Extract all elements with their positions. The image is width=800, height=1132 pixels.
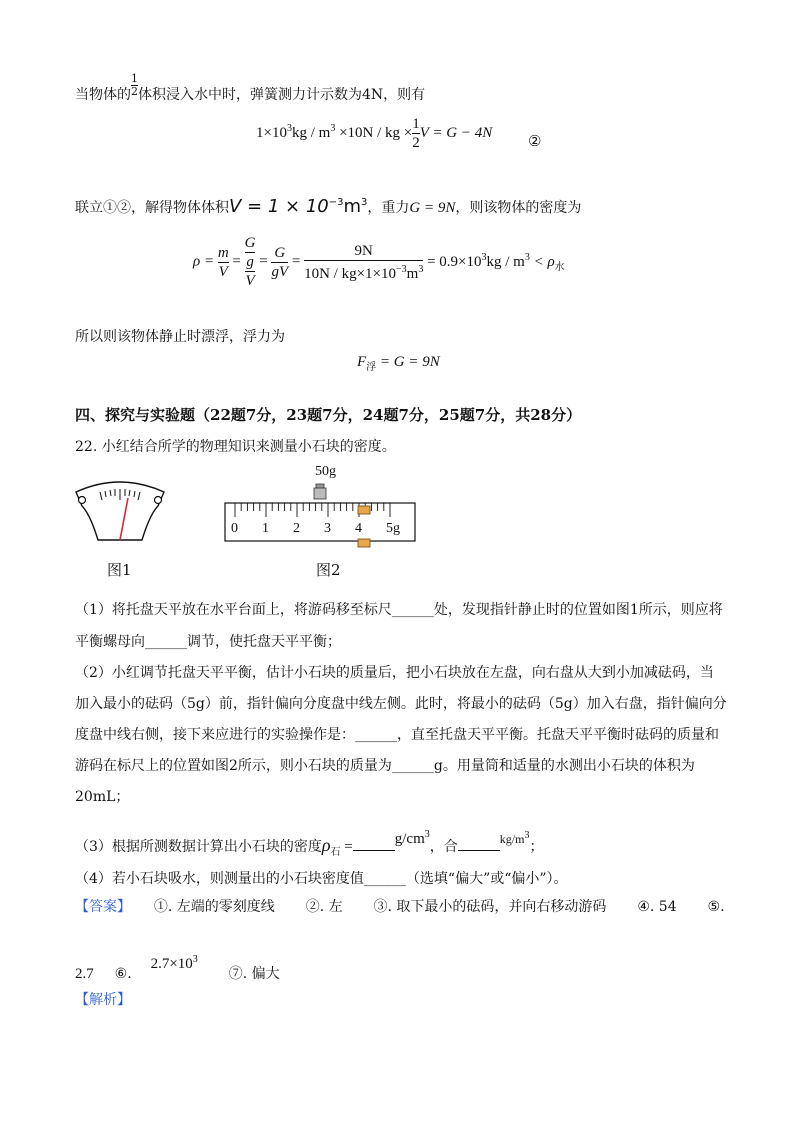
part-2-line-c: 度盘中线右侧，接下来应进行的实验操作是：______，直至托盘天平平衡。托盘天平平衡时砝码的质量和 (75, 727, 719, 743)
figure-1-caption: 图1 (107, 561, 132, 579)
frac-g-over-g-over-v (245, 234, 256, 290)
density-equation (193, 234, 565, 290)
ruler-labels (222, 521, 418, 541)
equation-2 (256, 115, 492, 152)
frac-top: G (244, 235, 256, 251)
unit-exp: 3 (424, 829, 430, 840)
answer-3: ③. 取下最小的砝码，并向右移动游码 (373, 899, 607, 915)
answer-1: ①. 左端的零刻度线 (153, 899, 275, 915)
unit-exp: 3 (524, 830, 530, 841)
part-3 (75, 825, 543, 863)
blank-density-g[interactable] (353, 850, 395, 851)
frac-num: 1 (412, 116, 420, 132)
vol-exp: −3 (328, 197, 344, 208)
answer-label: 【答案】 (75, 899, 131, 915)
eq-exp: 3 (286, 122, 292, 134)
eq-part: kg / m (291, 124, 331, 141)
eq-part: V = G − 4N (419, 124, 493, 141)
force-symbol: F (357, 354, 367, 370)
dial-screw-right (155, 497, 162, 504)
frac-g-over-gv (271, 244, 288, 281)
rho: ρ = (193, 253, 215, 270)
vol-part: V = 1 × 10 (229, 196, 329, 217)
answer-7: ⑦. 偏大 (228, 966, 280, 982)
buoyancy-equation (357, 354, 440, 373)
tick-label: 2 (293, 521, 300, 536)
rho-stone-sub: 石 (330, 846, 341, 858)
rho-water-sub: 水 (554, 261, 565, 273)
text: 联立①②，解得物体体积 (75, 200, 229, 216)
question-22: 22. 小红结合所学的物理知识来测量小石块的密度。 (75, 439, 396, 455)
answer-line-1 (75, 897, 725, 917)
unit: kg/m (499, 832, 525, 846)
lt-rho-water: < ρ (533, 253, 555, 270)
frac-num: G (274, 244, 286, 261)
answer-6: ⑥. (114, 966, 132, 982)
eq-fraction (412, 115, 420, 152)
section-heading: 四、探究与实验题（22题7分，23题7分，24题7分，25题7分，共28分） (75, 406, 582, 424)
rho-stone: ρ (321, 835, 331, 855)
part-2-line-e: 20mL； (75, 789, 130, 805)
figure-1-dial (70, 478, 170, 550)
answer-6-value (151, 956, 198, 972)
frac-den (304, 260, 423, 283)
frac-den: 2 (131, 85, 138, 98)
frac-den: V (245, 273, 255, 289)
result (427, 251, 565, 273)
weight-block (314, 484, 326, 499)
answer-2: ②. 左 (305, 899, 343, 915)
answer-4: ④. 54 (637, 899, 677, 915)
den-part: 10N / kg×1×10 (304, 265, 397, 282)
unit-g-cm3 (395, 831, 430, 847)
blank-density-kg[interactable] (458, 850, 500, 851)
res-exp: 3 (481, 251, 487, 263)
text: ； (529, 839, 544, 855)
vol-unit-exp: 3 (361, 197, 368, 208)
frac-num: 9N (354, 242, 373, 259)
text: ，重力 (367, 200, 410, 216)
fraction-half (131, 73, 138, 98)
unit: g/cm (394, 831, 425, 847)
volume-expr (229, 196, 367, 217)
equals: = (291, 253, 301, 270)
value: 2.7×10 (150, 956, 193, 972)
frac-num: 1 (131, 72, 138, 85)
part-1-line-a: （1）将托盘天平放在水平台面上，将游码移至标尺______处，发现指针静止时的位置如图1所示，则应将 (75, 602, 723, 618)
tick-label: 1 (262, 521, 269, 536)
part-2-line-b: 加入最小的砝码（5g）前，指针偏向分度盘中线左侧。此时，将最小的砝码（5g）加入右盘，指针偏向分 (75, 696, 727, 712)
weight-expr: G = 9N (409, 200, 456, 216)
part-2-line-a: （2）小红调节托盘天平平衡，估计小石块的质量后，把小石块放在左盘，向右盘从大到小加减砝码，当 (75, 665, 714, 681)
frac-den: V (218, 263, 228, 280)
part-2-line-d: 游码在标尺上的位置如图2所示，则小石块的质量为______g。用量筒和适量的水测出小石块的体积为 (75, 758, 695, 774)
frac-mid: g (246, 254, 254, 270)
den-exp: −3 (396, 263, 407, 275)
text: 当物体的 (75, 87, 131, 103)
frac-m-over-v (218, 244, 229, 281)
unit-kg-m3 (500, 832, 530, 846)
eq-part: 1×10 (256, 124, 287, 141)
answer-5: ⑤. (707, 899, 725, 915)
frac-num: m (217, 244, 229, 261)
line-floating: 所以则该物体静止时漂浮，浮力为 (75, 329, 285, 345)
frac-numeric (304, 242, 423, 283)
dial-screw-left (79, 497, 86, 504)
text: ，合 (429, 839, 458, 855)
part-1-line-b: 平衡螺母向______调节，使托盘天平平衡； (75, 634, 341, 650)
equation-tag-2: ② (528, 134, 542, 150)
res-part: = 0.9×10 (427, 253, 482, 270)
frac-den: 2 (412, 135, 420, 151)
equals: = (232, 253, 241, 270)
answer-5-value: 2.7 (75, 966, 94, 982)
tick-label: 4 (355, 521, 362, 536)
eq-part: ×10N / kg × (335, 124, 413, 141)
text: ，则该物体的密度为 (455, 200, 582, 216)
part-4: （4）若小石块吸水，则测量出的小石块密度值______（选填“偏大”或“偏小”）。 (75, 871, 568, 887)
weight-label: 50g (315, 464, 336, 479)
eq-exp: 3 (330, 122, 336, 134)
value-exp: 3 (192, 954, 198, 965)
text: （3）根据所测数据计算出小石块的密度 (75, 839, 322, 855)
frac-den: gV (271, 263, 289, 280)
line-half-volume (75, 73, 425, 105)
analysis-label: 【解析】 (75, 992, 131, 1008)
line-volume-weight (75, 193, 581, 218)
tick-label: 5g (386, 521, 400, 536)
figure-2-caption: 图2 (316, 561, 341, 579)
equals: = (259, 253, 268, 270)
res-unit: kg / m (486, 253, 525, 270)
tick-label: 3 (324, 521, 331, 536)
tick-label: 0 (231, 521, 238, 536)
force-sub: 浮 (366, 362, 377, 373)
text: 体积浸入水中时，弹簧测力计示数为4N，则有 (138, 87, 426, 103)
den-unit: m (406, 265, 419, 282)
den-unit-exp: 3 (418, 263, 424, 275)
res-unit-exp: 3 (524, 251, 530, 263)
vol-unit: m (343, 196, 362, 217)
answer-line-2 (75, 950, 280, 984)
equals: = (340, 839, 353, 855)
eq-part: = G = 9N (376, 354, 440, 370)
